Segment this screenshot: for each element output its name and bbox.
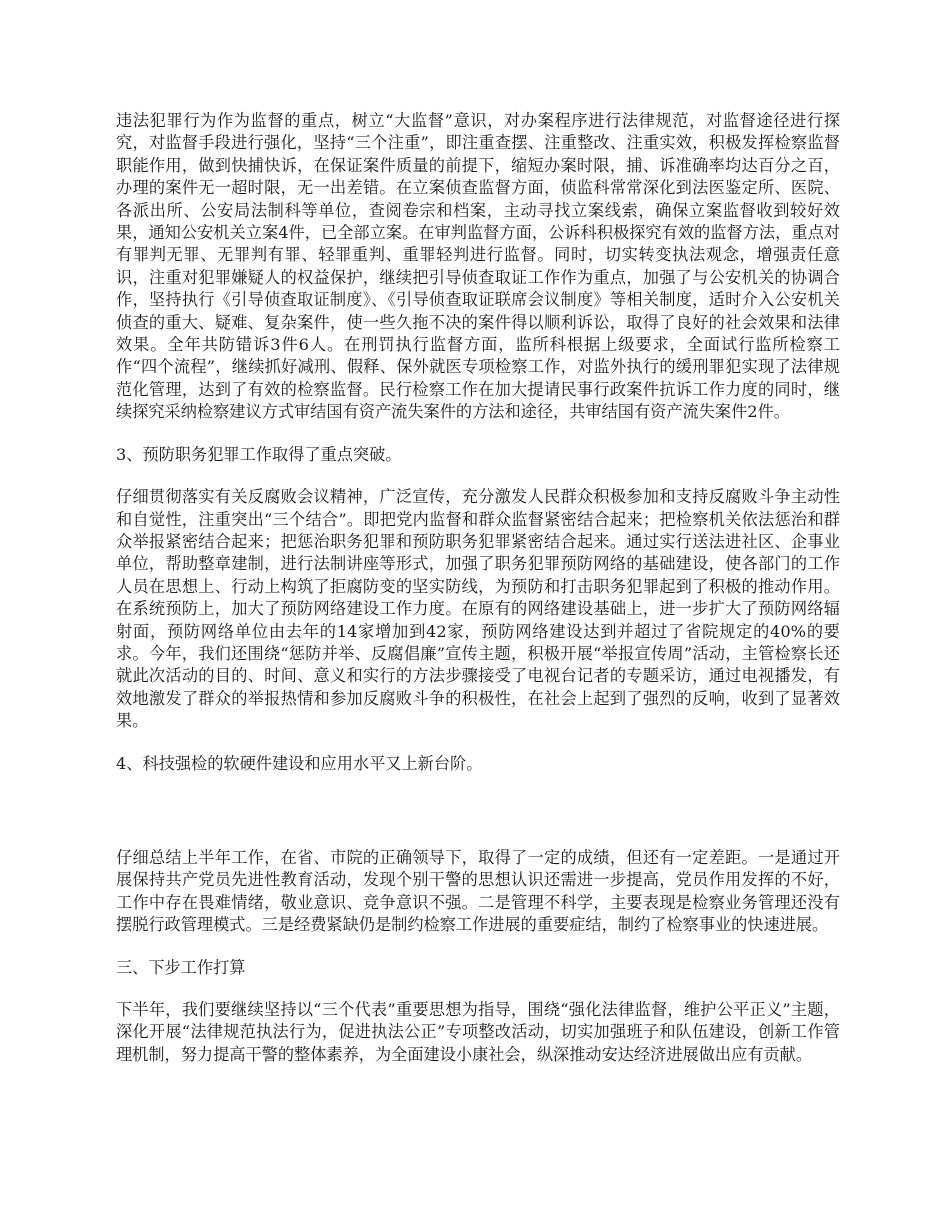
- heading-prevention: 3、预防职务犯罪工作取得了重点突破。: [116, 444, 402, 464]
- heading-technology: 4、科技强检的软硬件建设和应用水平又上新台阶。: [116, 753, 483, 773]
- blank-gap: [116, 795, 840, 847]
- paragraph-summary: 仔细总结上半年工作，在省、市院的正确领导下，取得了一定的成绩，但还有一定差距。一是通过开展保持共产党员先进性教育活动，发现个别干警的思想认识还需进一步提高，党员作用发挥的不好，工作中存在畏难情绪，敬业意识、竞争意识不强。二是管理不科学，主要表现是检察业务管理还没有摆脱行政管理模式。三是经费紧缺仍是制约检察工作进展的重要症结，制约了检察事业的快速进展。: [116, 847, 840, 935]
- paragraph-supervision: 违法犯罪行为作为监督的重点，树立“大监督”意识，对办案程序进行法律规范，对监督途径进行探究，对监督手段进行强化，坚持“三个注重”，即注重查摆、注重整改、注重实效，积极发挥检察监督职能作用，做到快捕快诉，在保证案件质量的前提下，缩短办案时限，捕、诉准确率均达百分之百，办理的案件无一超时限，无一出差错。在立案侦查监督方面，侦监科常常深化到法医鉴定所、医院、各派出所、公安局法制科等单位，查阅卷宗和档案，主动寻找立案线索，确保立案监督收到较好效果，通知公安机关立案4件，已全部立案。在审判监督方面，公诉科积极探究有效的监督方法，重点对有罪判无罪、无罪判有罪、轻罪重判、重罪轻判进行监督。同时，切实转变执法观念，增强责任意识，注重对犯罪嫌疑人的权益保护，继续把引导侦查取证工作作为重点，加强了与公安机关的协调合作，坚持执行《引导侦查取证制度》、《引导侦查取证联席会议制度》等相关制度，适时介入公安机关侦查的重大、疑难、复杂案件，使一些久拖不决的案件得以顺利诉讼，取得了良好的社会效果和法律效果。全年共防错诉3件6人。在刑罚执行监督方面，监所科根据上级要求，全面试行监所检察工作“四个流程”，继续抓好减刑、假释、保外就医专项检察工作，对监外执行的缓刑罪犯实现了法律规范化管理，达到了有效的检察监督。民行检察工作在加大提请民事行政案件抗诉工作力度的同时，继续探究采纳检察建议方式审结国有资产流失案件的方法和途径，共审结国有资产流失案件2件。: [116, 111, 840, 422]
- paragraph-prevention: 仔细贯彻落实有关反腐败会议精神，广泛宣传，充分激发人民群众积极参加和支持反腐败斗争主动性和自觉性，注重突出“三个结合”。即把党内监督和群众监督紧密结合起来；把检察机关依法惩治和群众举报紧密结合起来；把惩治职务犯罪和预防职务犯罪紧密结合起来。通过实行送法进社区、企事业单位，帮助整章建制，进行法制讲座等形式，加强了职务犯罪预防网络的基础建设，使各部门的工作人员在思想上、行动上构筑了拒腐防变的坚实防线，为预防和打击职务犯罪起到了积极的推动作用。在系统预防上，加大了预防网络建设工作力度。在原有的网络建设基础上，进一步扩大了预防网络辐射面，预防网络单位由去年的14家增加到42家，预防网络建设达到并超过了省院规定的40%的要求。今年，我们还围绕“惩防并举、反腐倡廉”宣传主题，积极开展“举报宣传周”活动，主管检察长还就此次活动的目的、时间、意义和实行的方法步骤接受了电视台记者的专题采访，通过电视播发，有效地激发了群众的举报热情和参加反腐败斗争的积极性，在社会上起到了强烈的反响，收到了显著效果。: [116, 487, 840, 731]
- document-body: [116, 110, 840, 1086]
- paragraph-next-plan: 下半年，我们要继续坚持以“三个代表”重要思想为指导，围绕“强化法律监督，维护公平正义”主题，深化开展“法律规范执法行为，促进执法公正”专项整改活动，切实加强班子和队伍建设，创新工作管理机制，努力提高干警的整体素养，为全面建设小康社会，纵深推动安达经济进展做出应有贡献。: [116, 1000, 840, 1064]
- heading-next-plan: 三、下步工作打算: [116, 957, 246, 977]
